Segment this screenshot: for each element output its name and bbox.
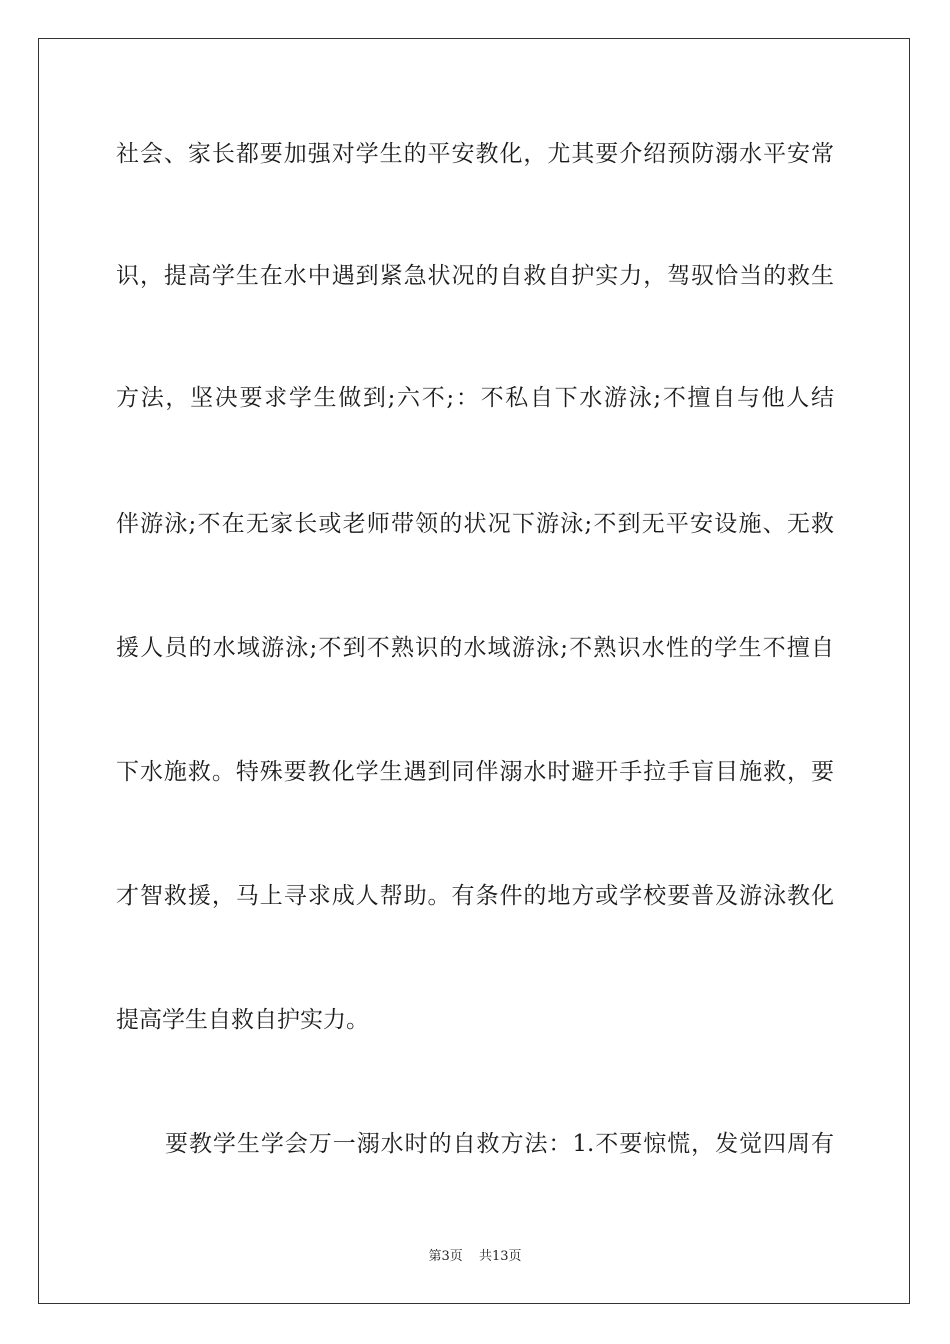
paragraph-line: 伴游泳;不在无家长或老师带领的状况下游泳;不到无平安设施、无救 [116,511,834,537]
paragraph-line: 要教学生学会万一溺水时的自救方法：1.不要惊慌，发觉四周有 [165,1131,834,1157]
paragraph-line: 援人员的水域游泳;不到不熟识的水域游泳;不熟识水性的学生不擅自 [116,635,834,661]
paragraph-line: 才智救援，马上寻求成人帮助。有条件的地方或学校要普及游泳教化 [116,883,834,909]
paragraph-line: 方法，坚决要求学生做到;六不;：不私自下水游泳;不擅自与他人结 [116,385,834,411]
page-number: 第3页 [428,1249,463,1264]
page-footer [0,1248,950,1266]
page-total: 共13页 [478,1249,522,1264]
paragraph-line: 社会、家长都要加强对学生的平安教化，尤其要介绍预防溺水平安常 [116,141,834,167]
paragraph-line: 提高学生自救自护实力。 [116,1007,369,1033]
paragraph-line: 识，提高学生在水中遇到紧急状况的自救自护实力，驾驭恰当的救生 [116,263,834,289]
page-border [38,38,910,1304]
paragraph-line: 下水施救。特殊要教化学生遇到同伴溺水时避开手拉手盲目施救，要 [116,759,834,785]
